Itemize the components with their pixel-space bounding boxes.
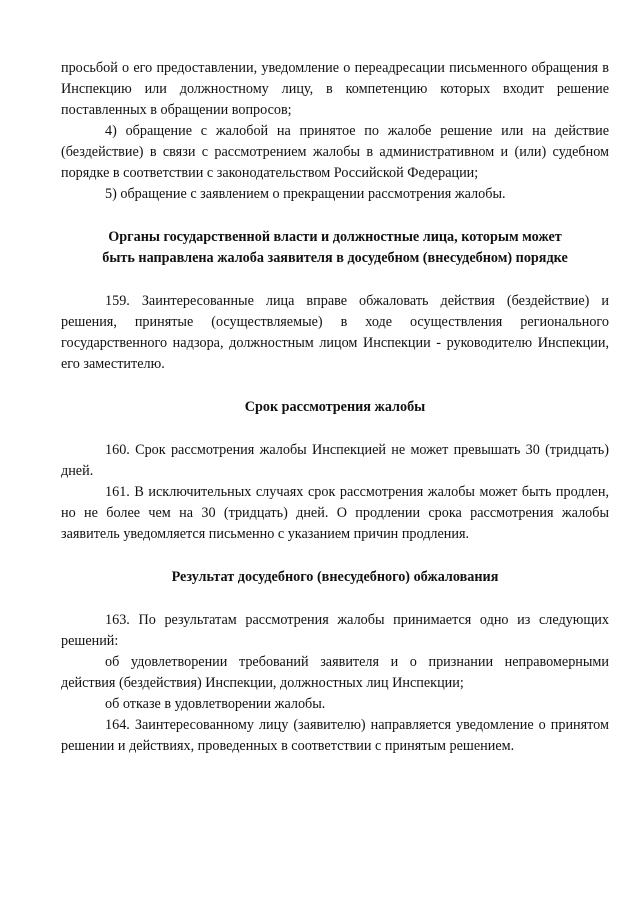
paragraph-160: 160. Срок рассмотрения жалобы Инспекцией не может превышать 30 (тридцать) дней. [61, 442, 609, 479]
paragraph-159: 159. Заинтересованные лица вправе обжаловать действия (бездействие) и решения, принятые (осуществляемые) в ходе осуществления регионального государственного надзора, должностным лицом Инспекции - руководителю Инспекции, его заместителю. [61, 293, 609, 372]
section-heading-authorities [61, 227, 609, 269]
paragraph-continuation: просьбой о его предоставлении, уведомление о переадресации письменного обращения в Инспекцию или должностному лицу, в компетенцию которых входит решение поставленных в обращении вопросов; [61, 60, 609, 118]
section-heading-review-period: Срок рассмотрения жалобы [244, 399, 426, 415]
document-page [61, 58, 609, 757]
paragraph-161: 161. В исключительных случаях срок рассмотрения жалобы может быть продлен, но не более чем на 30 (тридцать) дней. О продлении срока рассмотрения жалобы заявитель уведомляется письменно с указанием причин продления. [61, 484, 609, 542]
section-heading-authorities-line1: Органы государственной власти и должностные лица, которым может [108, 229, 562, 245]
paragraph-item-5: 5) обращение с заявлением о прекращении рассмотрения жалобы. [105, 186, 506, 202]
section-heading-appeal-result: Результат досудебного (внесудебного) обжалования [171, 569, 499, 585]
paragraph-item-4: 4) обращение с жалобой на принятое по жалобе решение или на действие (бездействие) в связи с рассмотрением жалобы в административном и (или) судебном порядке в соответствии с законодательством Российской Федерации; [61, 123, 609, 181]
paragraph-163: 163. По результатам рассмотрения жалобы принимается одно из следующих решений: [61, 612, 609, 649]
paragraph-decision-refuse: об отказе в удовлетворении жалобы. [105, 696, 326, 712]
paragraph-decision-satisfy: об удовлетворении требований заявителя и о признании неправомерными действия (бездействия) Инспекции, должностных лиц Инспекции; [61, 654, 609, 691]
paragraph-164: 164. Заинтересованному лицу (заявителю) направляется уведомление о принятом решении и действиях, проведенных в соответствии с принятым решением. [61, 717, 609, 754]
section-heading-authorities-line2: быть направлена жалоба заявителя в досудебном (внесудебном) порядке [102, 250, 568, 266]
